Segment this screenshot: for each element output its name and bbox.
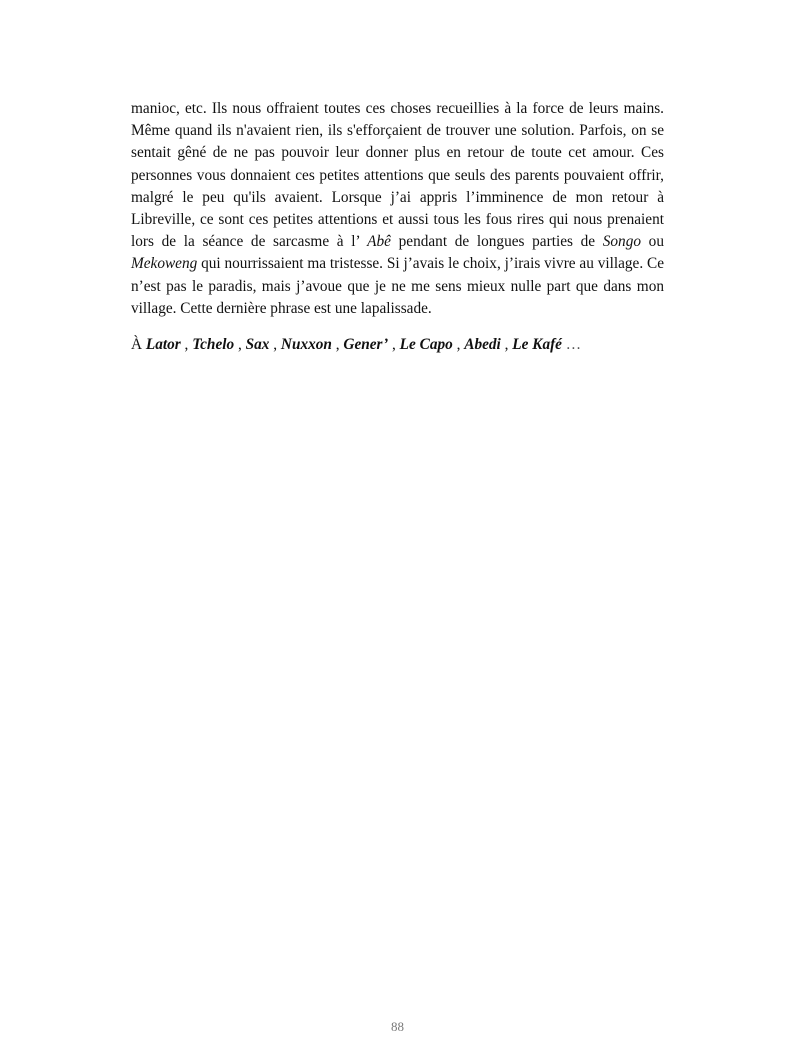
dedication-separator: , [234,336,246,354]
dedication-name: Le Kafé [512,336,562,354]
dedication [131,334,664,356]
dedication-name: Lator [145,336,181,354]
dedication-name: Le Capo [399,336,453,354]
paragraph-text-3: ou [641,233,664,251]
dedication-name: Gener’ [343,336,389,354]
dedication-separator: , [388,336,400,354]
dedication-separator: , [269,336,281,354]
paragraph [131,98,664,320]
paragraph-text-1: manioc, etc. Ils nous offraient toutes ces choses recueillies à la force de leurs mains. Même quand ils n'avaient rien, ils s'efforçaient de trouver une solution. Parfois, on se sentait gêné de ne pas pouvoir leur donner plus en retour de toute cet amour. Ces personnes vous donnaient ces petites attentions que seuls des parents pouvaient offrir, malgré le peu qu'ils avaient. Lorsque j’ai appris l’imminence de mon retour à Libreville, ce sont ces petites attentions et aussi tous les fous rires qui nous prenaient lors de la séance de sarcasme à l’ [131,100,664,251]
dedication-separator: , [331,336,344,354]
dedication-ellipsis: … [561,336,582,354]
dedication-separator: , [452,336,465,354]
page-number: 88 [391,1019,404,1034]
dedication-name: Nuxxon [280,336,332,354]
dedication-name: Abedi [464,336,501,354]
dedication-separator: , [180,336,193,354]
term-mekoweng: Mekoweng [131,255,198,273]
dedication-name: Tchelo [192,336,235,354]
paragraph-text-4: qui nourrissaient ma tristesse. Si j’avais le choix, j’irais vivre au village. Ce n’est pas le paradis, mais j’avoue que je ne me sens mieux nulle part que dans mon village. Cette dernière phrase est une lapalissade. [131,255,664,317]
term-abe: Abê [367,233,391,251]
term-songo: Songo [602,233,641,251]
dedication-prefix: À [131,336,146,354]
body-text [131,98,664,356]
dedication-name: Sax [245,336,270,354]
paragraph-text-2: pendant de longues parties de [398,233,603,251]
dedication-separator: , [500,336,513,354]
